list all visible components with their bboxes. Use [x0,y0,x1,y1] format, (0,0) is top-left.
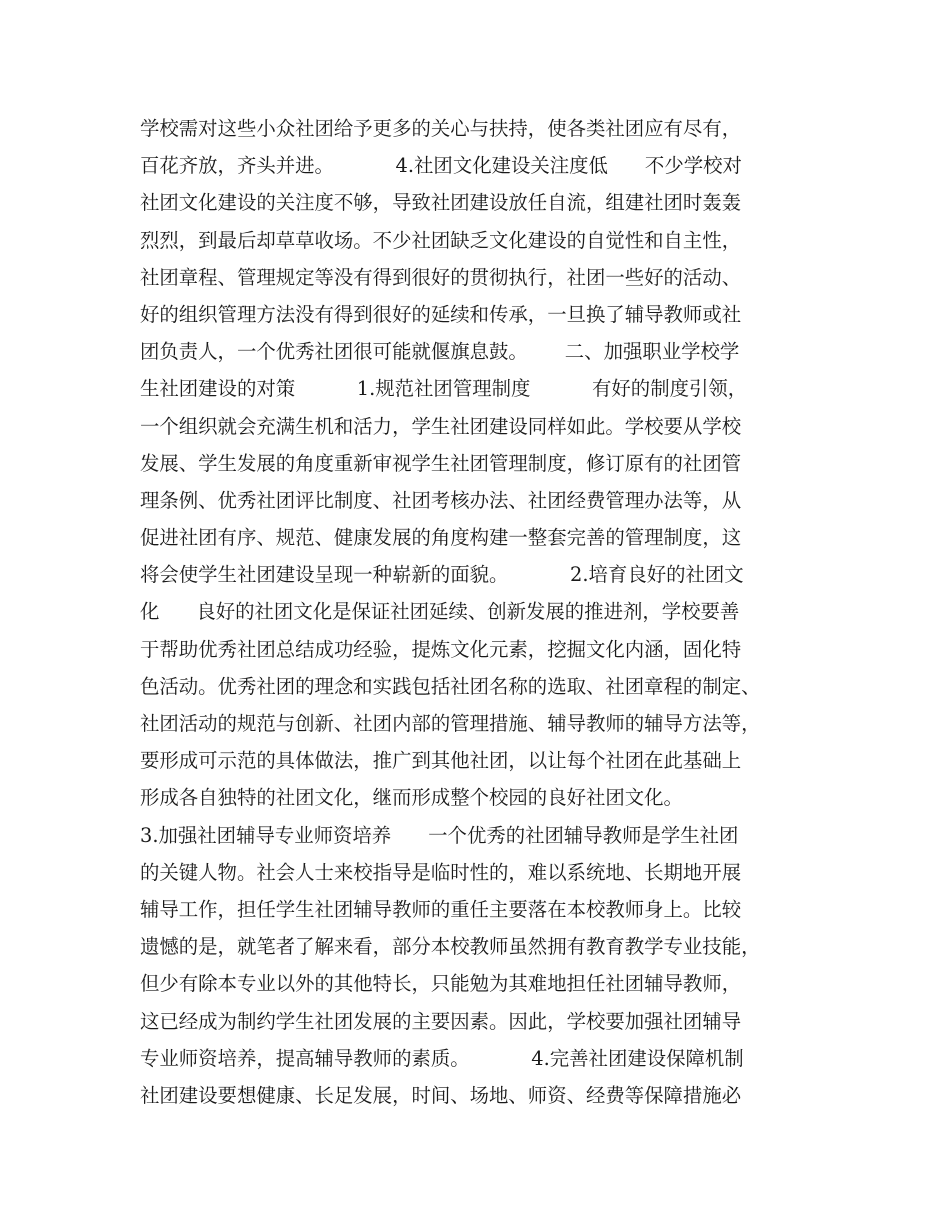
text-line: 专业师资培养，提高辅导教师的素质。 4.完善社团建设保障机制 [140,1046,744,1070]
text-line: 团负责人，一个优秀社团很可能就偃旗息鼓。 二、加强职业学校学 [140,340,740,364]
text-line: 于帮助优秀社团总结成功经验，提炼文化元素，挖掘文化内涵，固化特 [140,637,742,661]
text-line: 的关键人物。社会人士来校指导是临时性的，难以系统地、长期地开展 [140,860,742,884]
text-line: 但少有除本专业以外的其他特长，只能勉为其难地担任社团辅导教师， [140,972,742,996]
text-line: 学校需对这些小众社团给予更多的关心与扶持，使各类社团应有尽有， [140,117,742,140]
text-line: 百花齐放，齐头并进。 4.社团文化建设关注度低 不少学校对 [140,154,742,178]
text-line: 社团章程、管理规定等没有得到很好的贯彻执行，社团一些好的活动、 [140,265,742,289]
text-line: 社团文化建设的关注度不够，导致社团建设放任自流，组建社团时轰轰 [140,191,742,215]
text-line: 发展、学生发展的角度重新审视学生社团管理制度，修订原有的社团管 [140,451,742,475]
text-line: 色活动。优秀社团的理念和实践包括社团名称的选取、社团章程的制定、 [140,674,761,698]
body-text [140,110,840,1114]
text-line: 这已经成为制约学生社团发展的主要因素。因此，学校要加强社团辅导 [140,1009,742,1033]
text-line: 一个组织就会充满生机和活力，学生社团建设同样如此。学校要从学校 [140,414,742,438]
text-line: 社团建设要想健康、长足发展，时间、场地、师资、经费等保障措施必 [140,1083,742,1107]
text-line: 要形成可示范的具体做法，推广到其他社团，以让每个社团在此基础上 [140,749,742,773]
text-line: 好的组织管理方法没有得到很好的延续和传承，一旦换了辅导教师或社 [140,302,742,326]
text-line: 辅导工作，担任学生社团辅导教师的重任主要落在本校教师身上。比较 [140,897,742,921]
text-line: 将会使学生社团建设呈现一种崭新的面貌。 2.培育良好的社团文 [140,563,744,587]
text-line: 社团活动的规范与创新、社团内部的管理措施、辅导教师的辅导方法等， [140,712,761,735]
text-line: 形成各自独特的社团文化，继而形成整个校园的良好社团文化。 [140,786,683,810]
text-line: 遗憾的是，就笔者了解来看，部分本校教师虽然拥有教育教学专业技能， [140,935,761,959]
text-line: 促进社团有序、规范、健康发展的角度构建一整套完善的管理制度，这 [140,526,742,550]
text-line: 烈烈，到最后却草草收场。不少社团缺乏文化建设的自觉性和自主性， [140,228,742,252]
text-line: 理条例、优秀社团评比制度、社团考核办法、社团经费管理办法等，从 [140,488,742,512]
text-line: 化 良好的社团文化是保证社团延续、创新发展的推进剂，学校要善 [140,600,740,624]
text-line: 生社团建设的对策 1.规范社团管理制度 有好的制度引领， [140,377,748,401]
text-line: 3.加强社团辅导专业师资培养 一个优秀的社团辅导教师是学生社团 [140,823,739,847]
